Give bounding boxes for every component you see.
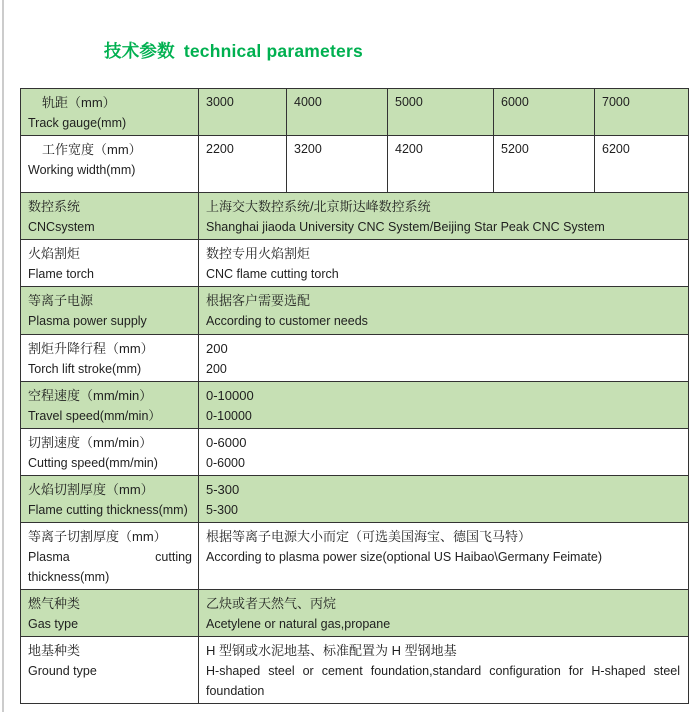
value-zh: 200 <box>206 341 228 356</box>
label-en: Torch lift stroke(mm) <box>28 362 142 376</box>
table-row-torch-lift-stroke <box>21 335 689 382</box>
table-row-plasma-cutting-thickness <box>21 523 689 590</box>
table-row-flame-cutting-thickness <box>21 476 689 523</box>
value-zh: 5-300 <box>206 482 240 497</box>
param-label-cell <box>21 240 199 287</box>
label-zh: 等离子电源 <box>28 293 94 308</box>
param-value-cell <box>199 287 689 335</box>
page-title <box>104 38 363 63</box>
value-zh: H 型钢或水泥地基、标准配置为 H 型钢地基 <box>206 643 457 658</box>
label-zh: 数控系统 <box>28 199 81 214</box>
technical-parameters-table <box>20 88 689 704</box>
param-label-cell <box>21 637 199 704</box>
size-value-cell: 5000 <box>388 89 494 136</box>
label-en: Cutting speed(mm/min) <box>28 456 158 470</box>
table-row-travel-speed <box>21 382 689 429</box>
table-row-cutting-speed <box>21 429 689 476</box>
param-value-cell <box>199 637 689 704</box>
value-en: According to plasma power size(optional US Haibao\Germany Feimate) <box>206 550 603 564</box>
label-zh: 轨距（mm） <box>42 95 116 110</box>
param-label-cell <box>21 335 199 382</box>
label-en: Ground type <box>28 664 97 678</box>
page-edge-line <box>2 0 4 712</box>
label-zh: 燃气种类 <box>28 596 81 611</box>
label-zh: 等离子切割厚度（mm） <box>28 529 167 544</box>
label-en: Track gauge(mm) <box>28 116 127 130</box>
table-row-flame-torch <box>21 240 689 287</box>
param-value-cell <box>199 476 689 523</box>
size-value-cell: 3000 <box>199 89 287 136</box>
param-label-cell <box>21 590 199 637</box>
param-label-cell <box>21 89 199 136</box>
value-zh: 上海交大数控系统/北京斯达峰数控系统 <box>206 199 431 214</box>
size-value-cell: 7000 <box>595 89 689 136</box>
size-value-cell: 3200 <box>287 136 388 193</box>
value-en: Acetylene or natural gas,propane <box>206 617 391 631</box>
value-en: 5-300 <box>206 503 238 517</box>
param-value-cell <box>199 429 689 476</box>
size-value-cell: 2200 <box>199 136 287 193</box>
size-value-cell: 6000 <box>494 89 595 136</box>
value-zh: 根据等离子电源大小而定（可选美国海宝、德国飞马特） <box>206 529 532 544</box>
value-en: According to customer needs <box>206 314 368 328</box>
param-value-cell <box>199 523 689 590</box>
label-zh: 工作宽度（mm） <box>42 142 142 157</box>
label-zh: 空程速度（mm/min） <box>28 388 153 403</box>
label-zh: 割炬升降行程（mm） <box>28 341 154 356</box>
value-zh: 根据客户需要选配 <box>206 293 311 308</box>
table-row-working-width <box>21 136 689 193</box>
param-label-cell <box>21 476 199 523</box>
value-en: H-shaped steel or cement foundation,standard configuration for H-shaped steel foundation <box>206 664 680 698</box>
param-label-cell <box>21 287 199 335</box>
page-title-zh: 技术参数 <box>104 41 175 61</box>
label-en: Flame torch <box>28 267 94 281</box>
label-zh: 地基种类 <box>28 643 81 658</box>
param-label-cell <box>21 523 199 590</box>
value-en: 0-10000 <box>206 409 252 423</box>
page-title-en: technical parameters <box>183 41 363 61</box>
value-en: CNC flame cutting torch <box>206 267 339 281</box>
param-value-cell <box>199 240 689 287</box>
label-en: Plasma power supply <box>28 314 147 328</box>
value-zh: 数控专用火焰割炬 <box>206 246 311 261</box>
param-label-cell <box>21 382 199 429</box>
table-row-plasma-power-supply <box>21 287 689 335</box>
label-zh: 切割速度（mm/min） <box>28 435 153 450</box>
value-en: Shanghai jiaoda University CNC System/Beijing Star Peak CNC System <box>206 220 605 234</box>
param-label-cell <box>21 136 199 193</box>
param-label-cell <box>21 429 199 476</box>
param-value-cell <box>199 193 689 240</box>
value-en: 200 <box>206 362 227 376</box>
value-zh: 0-6000 <box>206 435 247 450</box>
table-row-gas-type <box>21 590 689 637</box>
label-en: Flame cutting thickness(mm) <box>28 503 188 517</box>
value-zh: 乙炔或者天然气、丙烷 <box>206 596 337 611</box>
size-value-cell: 4000 <box>287 89 388 136</box>
label-en: CNCsystem <box>28 220 95 234</box>
table-row-ground-type <box>21 637 689 704</box>
table-row-track-gauge <box>21 89 689 136</box>
value-zh: 0-10000 <box>206 388 254 403</box>
size-value-cell: 6200 <box>595 136 689 193</box>
label-en: Working width(mm) <box>28 163 136 177</box>
label-en: Gas type <box>28 617 79 631</box>
param-value-cell <box>199 590 689 637</box>
label-zh: 火焰切割厚度（mm） <box>28 482 154 497</box>
param-label-cell <box>21 193 199 240</box>
size-value-cell: 5200 <box>494 136 595 193</box>
label-en: Plasma cutting thickness(mm) <box>28 550 192 584</box>
label-zh: 火焰割炬 <box>28 246 81 261</box>
size-value-cell: 4200 <box>388 136 494 193</box>
param-value-cell <box>199 335 689 382</box>
value-en: 0-6000 <box>206 456 245 470</box>
table-row-cnc-system <box>21 193 689 240</box>
param-value-cell <box>199 382 689 429</box>
label-en: Travel speed(mm/min） <box>28 409 161 423</box>
